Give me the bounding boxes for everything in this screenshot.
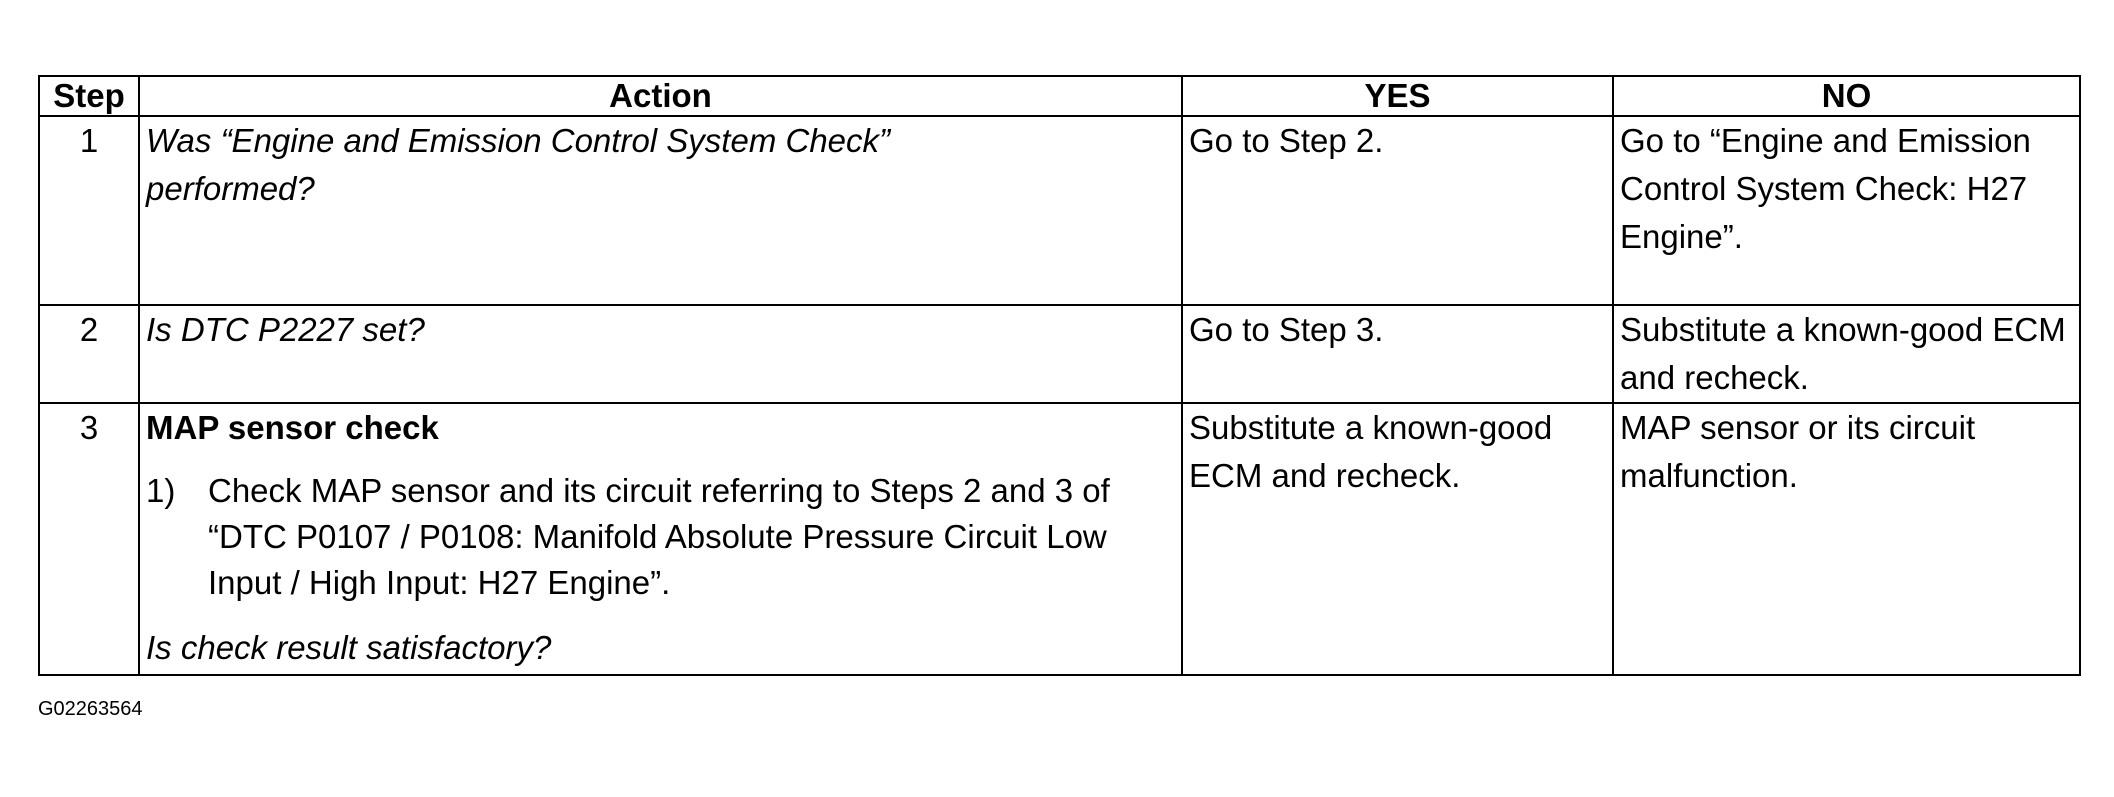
troubleshooting-table xyxy=(38,75,2081,676)
no-cell: Go to “Engine and Emission Control System Check: H27 Engine”. xyxy=(1613,116,2080,305)
figure-id: G02263564 xyxy=(38,698,143,720)
yes-cell: Substitute a known-good ECM and recheck. xyxy=(1182,403,1613,675)
table-row xyxy=(39,116,2080,305)
action-cell xyxy=(139,116,1182,305)
substep-number: 1) xyxy=(146,472,176,509)
header-step: Step xyxy=(39,76,139,116)
action-question: Is DTC P2227 set? xyxy=(146,311,425,348)
substep xyxy=(146,468,1175,606)
header-yes: YES xyxy=(1182,76,1613,116)
table-row xyxy=(39,403,2080,675)
action-question: Is check result satisfactory? xyxy=(146,629,552,666)
action-cell xyxy=(139,305,1182,403)
table-row xyxy=(39,305,2080,403)
action-title: MAP sensor check xyxy=(146,409,439,446)
no-cell: Substitute a known-good ECM and recheck. xyxy=(1613,305,2080,403)
step-number: 2 xyxy=(39,305,139,403)
troubleshooting-table-container xyxy=(38,75,2081,676)
step-number: 1 xyxy=(39,116,139,305)
action-question: Was “Engine and Emission Control System Check” performed? xyxy=(146,122,891,207)
yes-cell: Go to Step 3. xyxy=(1182,305,1613,403)
header-action: Action xyxy=(139,76,1182,116)
yes-cell: Go to Step 2. xyxy=(1182,116,1613,305)
header-row xyxy=(39,76,2080,116)
substep-text: Check MAP sensor and its circuit referring to Steps 2 and 3 of “DTC P0107 / P0108: Manifold Absolute Pressure Circuit Low Input / High Input: H27 Engine”. xyxy=(208,472,1110,601)
no-cell: MAP sensor or its circuit malfunction. xyxy=(1613,403,2080,675)
action-cell xyxy=(139,403,1182,675)
header-no: NO xyxy=(1613,76,2080,116)
step-number: 3 xyxy=(39,403,139,675)
